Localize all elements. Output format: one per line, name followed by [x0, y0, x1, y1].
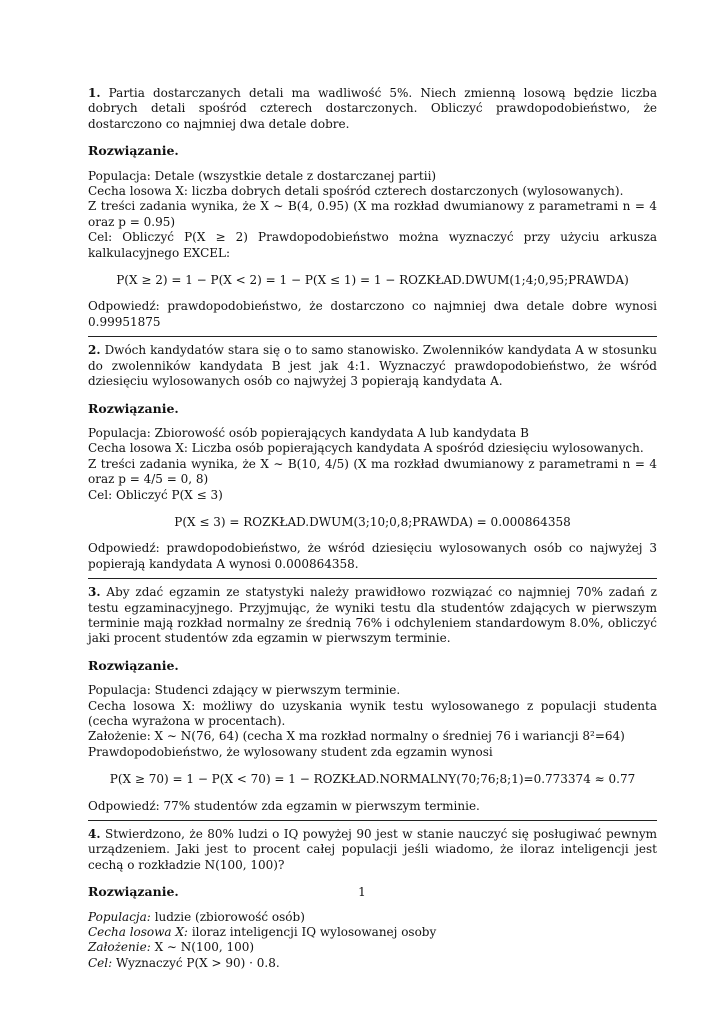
solution-line: Prawdopodobieństwo, że wylosowany student zda egzamin wynosi: [88, 744, 493, 759]
statement-text: Stwierdzono, że 80% ludzi o IQ powyżej 90 jest w stanie nauczyć się posługiwać pewnym urządzeniem. Jaki jest to procent całej populacji jeśli wiadomo, że iloraz inteligencji jest cechą o rozkładzie N(100, 100)?: [88, 827, 657, 872]
solution-line: Cecha losowa X: Liczba osób popierających kandydata A spośród dziesięciu wylosowanych.: [88, 441, 644, 456]
solution-line: Z treści zadania wynika, że X ∼ B(10, 4/5) (X ma rozkład dwumianowy z parametrami n = 4 oraz p = 4/5 = 0, 8): [88, 456, 657, 487]
task-statement: [88, 585, 657, 647]
solution-item: [88, 940, 657, 955]
solution-line: Populacja: Studenci zdający w pierwszym terminie.: [88, 683, 401, 698]
task-number: 1.: [88, 86, 101, 100]
item-label: Cel:: [88, 955, 113, 970]
item-label: Cecha losowa X:: [88, 925, 188, 940]
statement-text: Aby zdać egzamin ze statystyki należy prawidłowo rozwiązać co najmniej 70% zadań z testu egzaminacyjnego. Przyjmując, że wyniki testu dla studentów zdających w pierwszym terminie mają rozkład normalny ze średnią 76% i odchyleniem standardowym 8.0%, obliczyć jaki procent studentów zda egzamin w pierwszym terminie.: [88, 585, 657, 646]
task-statement: [88, 827, 657, 873]
answer: Odpowiedź: prawdopodobieństwo, że wśród dziesięciu wylosowanych osób co najwyżej 3 popierają kandydata A wynosi 0.000864358.: [88, 541, 657, 571]
item-text: ludzie (zbiorowość osób): [154, 909, 305, 924]
divider: [88, 336, 657, 337]
statement-text: Partia dostarczanych detali ma wadliwość 5%. Niech zmienną losową będzie liczba dobrych detali spośród czterech dostarczonych. Obliczyć prawdopodobieństwo, że dostarczono co najmniej dwa detale dobre.: [88, 86, 657, 131]
solution-item: [88, 925, 657, 940]
answer: Odpowiedź: 77% studentów zda egzamin w pierwszym terminie.: [88, 798, 480, 813]
solution-line: Cecha losowa X: liczba dobrych detali spośród czterech dostarczonych (wylosowanych).: [88, 184, 624, 199]
solution-line: Populacja: Detale (wszystkie detale z dostarczanej partii): [88, 168, 437, 183]
task-number: 3.: [88, 585, 101, 600]
item-text: iloraz inteligencji IQ wylosowanej osoby: [191, 925, 437, 940]
item-label: Populacja:: [88, 909, 151, 924]
equation: P(X ≥ 70) = 1 − P(X < 70) = 1 − ROZKŁAD.NORMALNY(70;76;8;1)=0.773374 ≈ 0.77: [109, 772, 636, 787]
task-statement: [88, 86, 657, 132]
task-3: [88, 585, 657, 814]
solution-line: Populacja: Zbiorowość osób popierających kandydata A lub kandydata B: [88, 425, 529, 440]
task-1: [88, 86, 657, 330]
solution-item: [88, 910, 657, 925]
item-label: Założenie:: [88, 940, 151, 955]
solution-heading: Rozwiązanie.: [88, 884, 179, 900]
solution-heading: Rozwiązanie.: [88, 657, 179, 673]
page-number: 1: [358, 885, 366, 899]
document-page: [88, 86, 657, 971]
divider: [88, 578, 657, 579]
equation: P(X ≤ 3) = ROZKŁAD.DWUM(3;10;0,8;PRAWDA) = 0.000864358: [174, 514, 571, 529]
task-2: [88, 343, 657, 572]
solution-heading: Rozwiązanie.: [88, 400, 179, 416]
answer: Odpowiedź: prawdopodobieństwo, że dostarczono co najmniej dwa detale dobre wynosi 0.99951875: [88, 299, 657, 329]
item-text: Wyznaczyć P(X > 90) · 0.8.: [116, 955, 280, 970]
solution-line: Założenie: X ∼ N(76, 64) (cecha X ma rozkład normalny o średniej 76 i wariancji 8²=64): [88, 729, 625, 744]
divider: [88, 820, 657, 821]
item-text: X ∼ N(100, 100): [154, 940, 255, 955]
solution-line: Cel: Obliczyć P(X ≥ 2) Prawdopodobieństwo można wyznaczyć przy użyciu arkusza kalkulacyjnego EXCEL:: [88, 230, 657, 260]
solution-line: Z treści zadania wynika, że X ∼ B(4, 0.95) (X ma rozkład dwumianowy z parametrami n = 4 oraz p = 0.95): [88, 199, 657, 229]
solution-heading: Rozwiązanie.: [88, 143, 179, 159]
task-number: 2.: [88, 343, 101, 358]
equation: P(X ≥ 2) = 1 − P(X < 2) = 1 − P(X ≤ 1) = 1 − ROZKŁAD.DWUM(1;4;0,95;PRAWDA): [116, 273, 629, 288]
task-number: 4.: [88, 827, 101, 842]
solution-item: [88, 956, 657, 971]
task-statement: [88, 343, 657, 389]
statement-text: Dwóch kandydatów stara się o to samo stanowisko. Zwolenników kandydata A w stosunku do zwolenników kandydata B jest jak 4:1. Wyznaczyć prawdopodobieństwo, że wśród dziesięciu wylosowanych osób co najwyżej 3 popierają kandydata A.: [88, 343, 657, 389]
solution-line: Cecha losowa X: możliwy do uzyskania wynik testu wylosowanego z populacji studenta (cecha wyrażona w procentach).: [88, 698, 657, 728]
solution-line: Cel: Obliczyć P(X ≤ 3): [88, 487, 223, 502]
